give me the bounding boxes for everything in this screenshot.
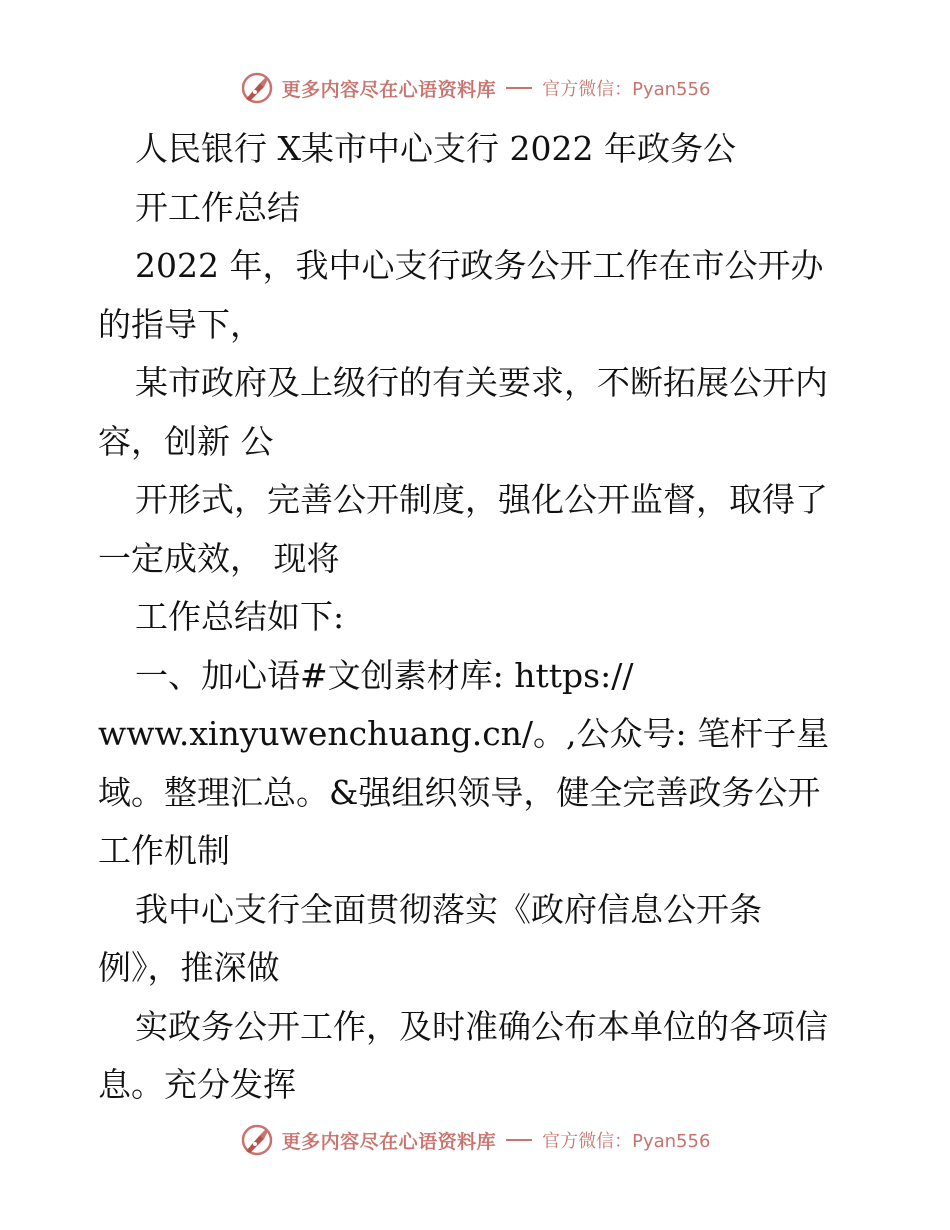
document-line: 一定成效， 现将 bbox=[98, 538, 340, 578]
header-banner bbox=[0, 68, 950, 108]
footer-banner bbox=[0, 1120, 950, 1160]
document-body bbox=[98, 120, 858, 1115]
document-line: 实政务公开工作，及时准确公布本单位的各项信 bbox=[135, 1006, 828, 1046]
banner-brand-text: 更多内容尽在心语资料库 bbox=[281, 78, 497, 101]
document-line: 工作机制 bbox=[98, 831, 230, 870]
document-line: 域。整理汇总。&强组织领导，健全完善政务公开 bbox=[98, 772, 821, 812]
banner-wechat-text: 官方微信：Pyan556 bbox=[542, 1131, 711, 1152]
document-line: 2022 年，我中心支行政务公开工作在市公开办 bbox=[135, 246, 824, 285]
banner-wechat-text: 官方微信：Pyan556 bbox=[542, 79, 711, 100]
document-line: 息。充分发挥 bbox=[98, 1065, 296, 1104]
document-line: 工作总结如下: bbox=[135, 597, 345, 636]
document-line: 的指导下， bbox=[98, 304, 263, 344]
document-line: 某市政府及上级行的有关要求，不断拓展公开内 bbox=[135, 363, 828, 402]
document-line: 一、加心语#文创素材库: https:// bbox=[135, 655, 634, 695]
banner-separator bbox=[506, 1139, 532, 1141]
document-line: 我中心支行全面贯彻落实《政府信息公开条 bbox=[135, 889, 762, 929]
document-line: 人民银行 X某市中心支行 2022 年政务公 bbox=[135, 129, 736, 168]
banner-brand-text: 更多内容尽在心语资料库 bbox=[281, 1130, 497, 1153]
pen-nib-logo-icon bbox=[240, 71, 274, 105]
document-line: www.xinyuwenchuang.cn/。,公众号: 笔杆子星 bbox=[98, 714, 830, 753]
banner-separator bbox=[506, 87, 532, 89]
document-line: 例》，推深做 bbox=[98, 948, 280, 987]
document-line: 开工作总结 bbox=[135, 187, 300, 227]
document-line: 开形式，完善公开制度，强化公开监督，取得了 bbox=[135, 480, 828, 519]
pen-nib-logo-icon bbox=[240, 1123, 274, 1157]
document-line: 容，创新 公 bbox=[98, 421, 274, 461]
